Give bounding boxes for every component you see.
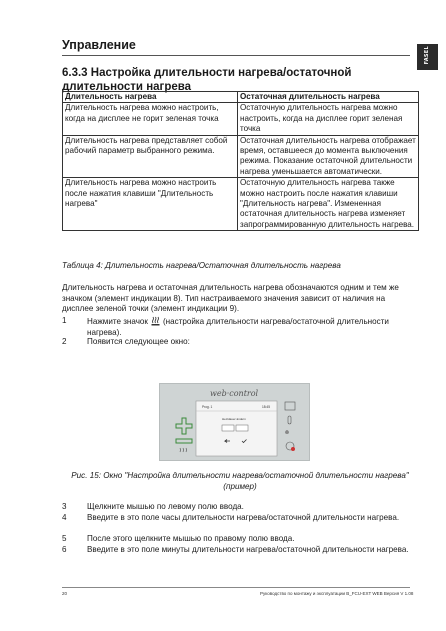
table-cell: Длительность нагрева можно настроить после нажатия клавиши "Длительность нагрева" [63, 178, 238, 231]
table-caption: Таблица 4: Длительность нагрева/Остаточная длительность нагрева [62, 261, 341, 270]
table-row [63, 135, 419, 178]
table-header-row [63, 92, 419, 103]
table-cell: Остаточная длительность нагрева отображает время, оставшееся до момента выключения режима. Показание остаточной длительности нагрева уменьшается автоматически. [238, 135, 419, 178]
header-divider [62, 55, 410, 56]
table-row [63, 178, 419, 231]
step-text: Щелкните мышью по левому полю ввода. [87, 502, 244, 511]
fasel-logo [417, 44, 438, 70]
section-title: 6.3.3 Настройка длительности нагрева/остаточной длительности нагрева [62, 67, 352, 93]
step-number: 6 [62, 545, 67, 554]
step-item [62, 502, 418, 513]
step-item [62, 513, 418, 535]
footer-divider [62, 587, 410, 588]
step-number: 2 [62, 337, 67, 346]
heating-duration-table [62, 91, 419, 231]
step-text [87, 316, 417, 338]
step-text: Введите в это поле часы длительности нагрева/остаточной длительности нагрева. [87, 513, 400, 522]
table-cell: Длительность нагрева представляет собой рабочий параметр выбранного режима. [63, 135, 238, 178]
step-text: Введите в это поле минуты длительности нагрева/остаточной длительности нагрева. [87, 545, 409, 554]
page-number: 20 [62, 591, 68, 596]
heating-duration-icon [151, 316, 160, 326]
step-text-before: Нажмите значок [87, 317, 148, 326]
table-header-cell: Длительность нагрева [63, 92, 238, 103]
table-row [63, 103, 419, 135]
time-label: 18:45 [262, 405, 270, 409]
step-item [62, 337, 418, 348]
step-text: После этого щелкните мышью по правому полю ввода. [87, 534, 295, 543]
prog-label: Prog. 1 [202, 405, 213, 409]
table-cell: Остаточную длительность нагрева также можно настроить после нажатия клавиши "Длительность нагрева". Измененная остаточная длительность нагрева изменяет запрограммированную длительность нагрева. [238, 178, 419, 231]
step-number: 5 [62, 534, 67, 543]
hours-input[interactable] [222, 425, 234, 431]
body-paragraph: Длительность нагрева и остаточная длительность нагрева обозначаются одним и тем же значком (элемент индикации 8). Тип настраиваемого значения зависит от наличия на дисплее зеленой точки (элемент индикации 9). [62, 283, 399, 314]
device-panel-drawing [160, 384, 309, 460]
step-item [62, 545, 418, 567]
dialog-label: Heizdauer ändern [222, 417, 246, 421]
step-text-after: (настройка длительности нагрева/остаточной длительности нагрева). [87, 317, 389, 337]
brand-text: web·control [210, 389, 259, 398]
table-cell: Длительность нагрева можно настроить, когда на дисплее не горит зеленая точка [63, 103, 238, 135]
step-text: Появится следующее окно: [87, 337, 190, 346]
web-control-screenshot [159, 383, 310, 461]
document-title: Руководство по монтажу и эксплуатации B_FCU-EXT WEB Версия V 1.08 [260, 591, 414, 596]
step-number: 3 [62, 502, 67, 511]
step-number: 1 [62, 316, 67, 325]
page-header-title: Управление [62, 38, 136, 52]
step-item [62, 316, 418, 338]
logo-text: FASEL [424, 46, 430, 65]
minutes-input[interactable] [236, 425, 248, 431]
step-number: 4 [62, 513, 67, 522]
figure-caption: Рис. 15: Окно "Настройка длительности нагрева/остаточной длительности нагрева" (пример) [71, 471, 409, 491]
step-item [62, 534, 418, 545]
table-header-cell: Остаточная длительность нагрева [238, 92, 419, 103]
table-cell: Остаточную длительность нагрева можно настроить, когда на дисплее горит зеленая точка [238, 103, 419, 135]
